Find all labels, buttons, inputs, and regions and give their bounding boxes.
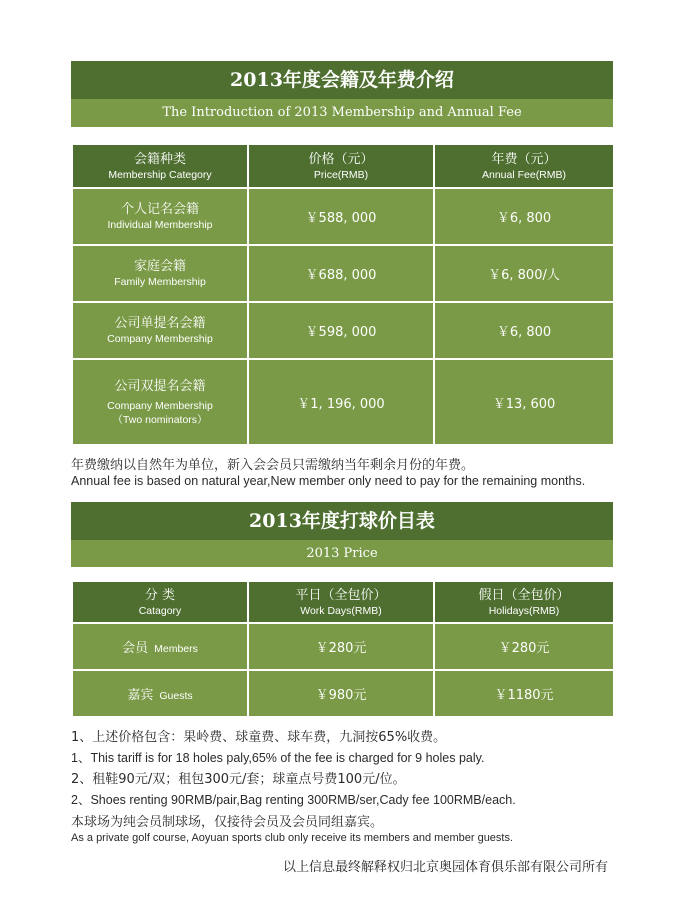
header-holidays: 假日（全包价） Holidays(RMB) [434,581,614,623]
membership-price: ￥688, 000 [248,245,434,302]
price-category: 嘉宾 Guests [72,670,248,717]
membership-subtitle: The Introduction of 2013 Membership and Annual Fee [71,99,613,127]
membership-annual-fee: ￥6, 800 [434,302,614,359]
table-row [72,245,614,302]
holiday-price: ￥1180元 [434,670,614,717]
table-row [72,302,614,359]
header-category: 分 类 Catagory [72,581,248,623]
membership-category: 公司双提名会籍 Company Membership （Two nominators） [72,359,248,445]
header-price: 价格（元） Price(RMB) [248,144,434,188]
private-club-note-en: As a private golf course, Aoyuan sports club only receive its members and member guests. [71,832,514,844]
holiday-price: ￥280元 [434,623,614,670]
membership-price: ￥1, 196, 000 [248,359,434,445]
annual-fee-note-cn: 年费缴纳以自然年为单位，新入会会员只需缴纳当年剩余月份的年费。 [71,458,475,473]
price-title-block [71,502,613,567]
annual-fee-note-en: Annual fee is based on natural year,New member only need to pay for the remaining months. [71,474,586,488]
membership-table [71,143,615,446]
private-club-note-cn: 本球场为纯会员制球场，仅接待会员及会员同组嘉宾。 [71,815,384,830]
header-annual-fee: 年费（元） Annual Fee(RMB) [434,144,614,188]
membership-title: 2013年度会籍及年费介绍 [71,61,613,99]
footer-disclaimer: 以上信息最终解释权归北京奥园体育俱乐部有限公司所有 [282,860,608,875]
price-table [71,580,615,718]
rental-note-en: 2、Shoes renting 90RMB/pair,Bag renting 300RMB/ser,Cady fee 100RMB/each. [71,793,516,807]
table-row [72,188,614,245]
tariff-note-cn: 1、上述价格包含：果岭费、球童费、球车费，九洞按65%收费。 [71,730,447,745]
membership-price: ￥598, 000 [248,302,434,359]
header-category: 会籍种类 Membership Category [72,144,248,188]
membership-category: 公司单提名会籍 Company Membership [72,302,248,359]
price-title: 2013年度打球价目表 [71,502,613,540]
membership-table-header [72,144,614,188]
membership-annual-fee: ￥6, 800/人 [434,245,614,302]
rental-note-cn: 2、租鞋90元/双；租包300元/套；球童点号费100元/位。 [71,772,406,787]
price-category: 会员 Members [72,623,248,670]
tariff-note-en: 1、This tariff is for 18 holes paly,65% of the fee is charged for 9 holes paly. [71,751,485,765]
membership-category: 家庭会籍 Family Membership [72,245,248,302]
membership-category: 个人记名会籍 Individual Membership [72,188,248,245]
membership-annual-fee: ￥13, 600 [434,359,614,445]
membership-price: ￥588, 000 [248,188,434,245]
membership-annual-fee: ￥6, 800 [434,188,614,245]
membership-title-block [71,61,613,127]
table-row [72,670,614,717]
price-subtitle: 2013 Price [71,540,613,567]
header-workdays: 平日（全包价） Work Days(RMB) [248,581,434,623]
workday-price: ￥280元 [248,623,434,670]
price-table-header [72,581,614,623]
table-row [72,359,614,445]
workday-price: ￥980元 [248,670,434,717]
table-row [72,623,614,670]
